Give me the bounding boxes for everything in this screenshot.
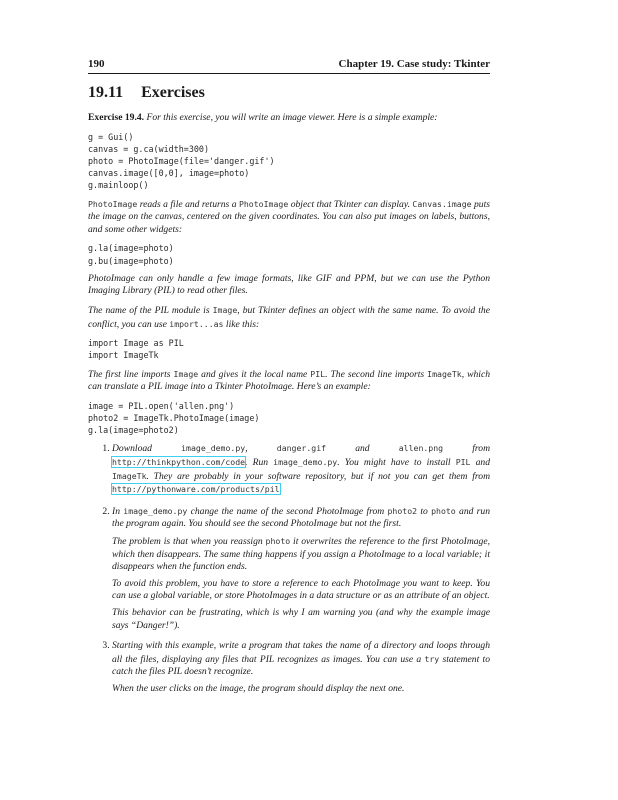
list-item-paragraph: When the user clicks on the image, the program should display the next one. <box>112 682 405 694</box>
paragraph-imports: The first line imports Image and gives it the local name PIL. The second line imports ImageTk, which can translate a PIL image into a Tkinter PhotoImage. Here’s an example: <box>88 368 490 393</box>
paragraph-formats: PhotoImage can only handle a few image formats, like GIF and PPM, but we can use the Python Imaging Library (PIL) to read other files. <box>88 272 490 297</box>
list-item: 2. In image_demo.py change the name of the second PhotoImage from photo2 to photo and run the program again. You should see the second PhotoImage but not the first. The problem is that when you reassign photo it overwrites the reference to the first PhotoImage, which then disappears. The same thing happens if you assign a PhotoImage to a local variable; it disappears when the function ends. To avoid this problem, you have to store a reference to each PhotoImage you want to keep. You can use a global variable, or store PhotoImages in a data structure or as an attribute of an object. This behavior can be frustrating, which is why I am warning you (and why the example image says “Danger!”). <box>112 505 490 632</box>
running-header <box>88 58 490 72</box>
code-block-3: import Image as PIL import ImageTk <box>88 338 184 361</box>
code-block-2: g.la(image=photo) g.bu(image=photo) <box>88 243 174 266</box>
section-number: 19.11 <box>88 84 124 101</box>
header-rule <box>88 73 490 74</box>
thinkpython-link[interactable]: http://thinkpython.com/code <box>112 456 246 467</box>
exercise-label: Exercise 19.4. <box>88 112 145 123</box>
pythonware-link[interactable]: http://pythonware.com/products/pil <box>112 484 280 495</box>
code-block-4: image = PIL.open('allen.png') photo2 = ImageTk.PhotoImage(image) g.la(image=photo2) <box>88 400 260 436</box>
section-heading <box>88 84 205 102</box>
page-number: 190 <box>88 58 105 70</box>
exercise-list <box>88 442 490 695</box>
list-item: 3. Starting with this example, write a program that takes the name of a directory and loops through all the files, displaying any files that PIL recognizes as images. You can use a try statement to catch the files PIL doesn’t recognize. When the user clicks on the image, the program should display the next one. <box>112 640 490 695</box>
list-item-paragraph: The problem is that when you reassign photo it overwrites the reference to the first PhotoImage, which then disappears. The same thing happens if you assign a PhotoImage to a local variable; it disappears when the function ends. <box>112 535 490 573</box>
code-block-1: g = Gui() canvas = g.ca(width=300) photo = PhotoImage(file='danger.gif') canvas.image([0,0], image=photo) g.mainloop() <box>88 131 275 191</box>
list-item: 1. Download image_demo.py, danger.gif and allen.png from http://thinkpython.com/code. Run image_demo.py. You might have to install PIL and ImageTk. They are probably in your software repository, but if not you can get them from http://pythonware.com/products/pil. <box>112 442 490 496</box>
chapter-title: Chapter 19. Case study: Tkinter <box>338 58 490 70</box>
paragraph-pil-name: The name of the PIL module is Image, but Tkinter defines an object with the same name. To avoid the conflict, you can use import...as like this: <box>88 304 490 330</box>
section-title: Exercises <box>141 84 205 101</box>
page-body <box>88 112 490 703</box>
list-item-paragraph: This behavior can be frustrating, which is why I am warning you (and why the example image says “Danger!”). <box>112 606 490 631</box>
exercise-intro: Exercise 19.4. For this exercise, you will write an image viewer. Here is a simple example: <box>88 112 438 123</box>
paragraph-photoimage: PhotoImage reads a file and returns a PhotoImage object that Tkinter can display. Canvas.image puts the image on the canvas, centered on the given coordinates. You can also put images on labels, buttons, and some other widgets: <box>88 198 490 235</box>
list-item-paragraph: To avoid this problem, you have to store a reference to each PhotoImage you want to keep. You can use a global variable, or store PhotoImages in a data structure or as an attribute of an object. <box>112 577 490 602</box>
